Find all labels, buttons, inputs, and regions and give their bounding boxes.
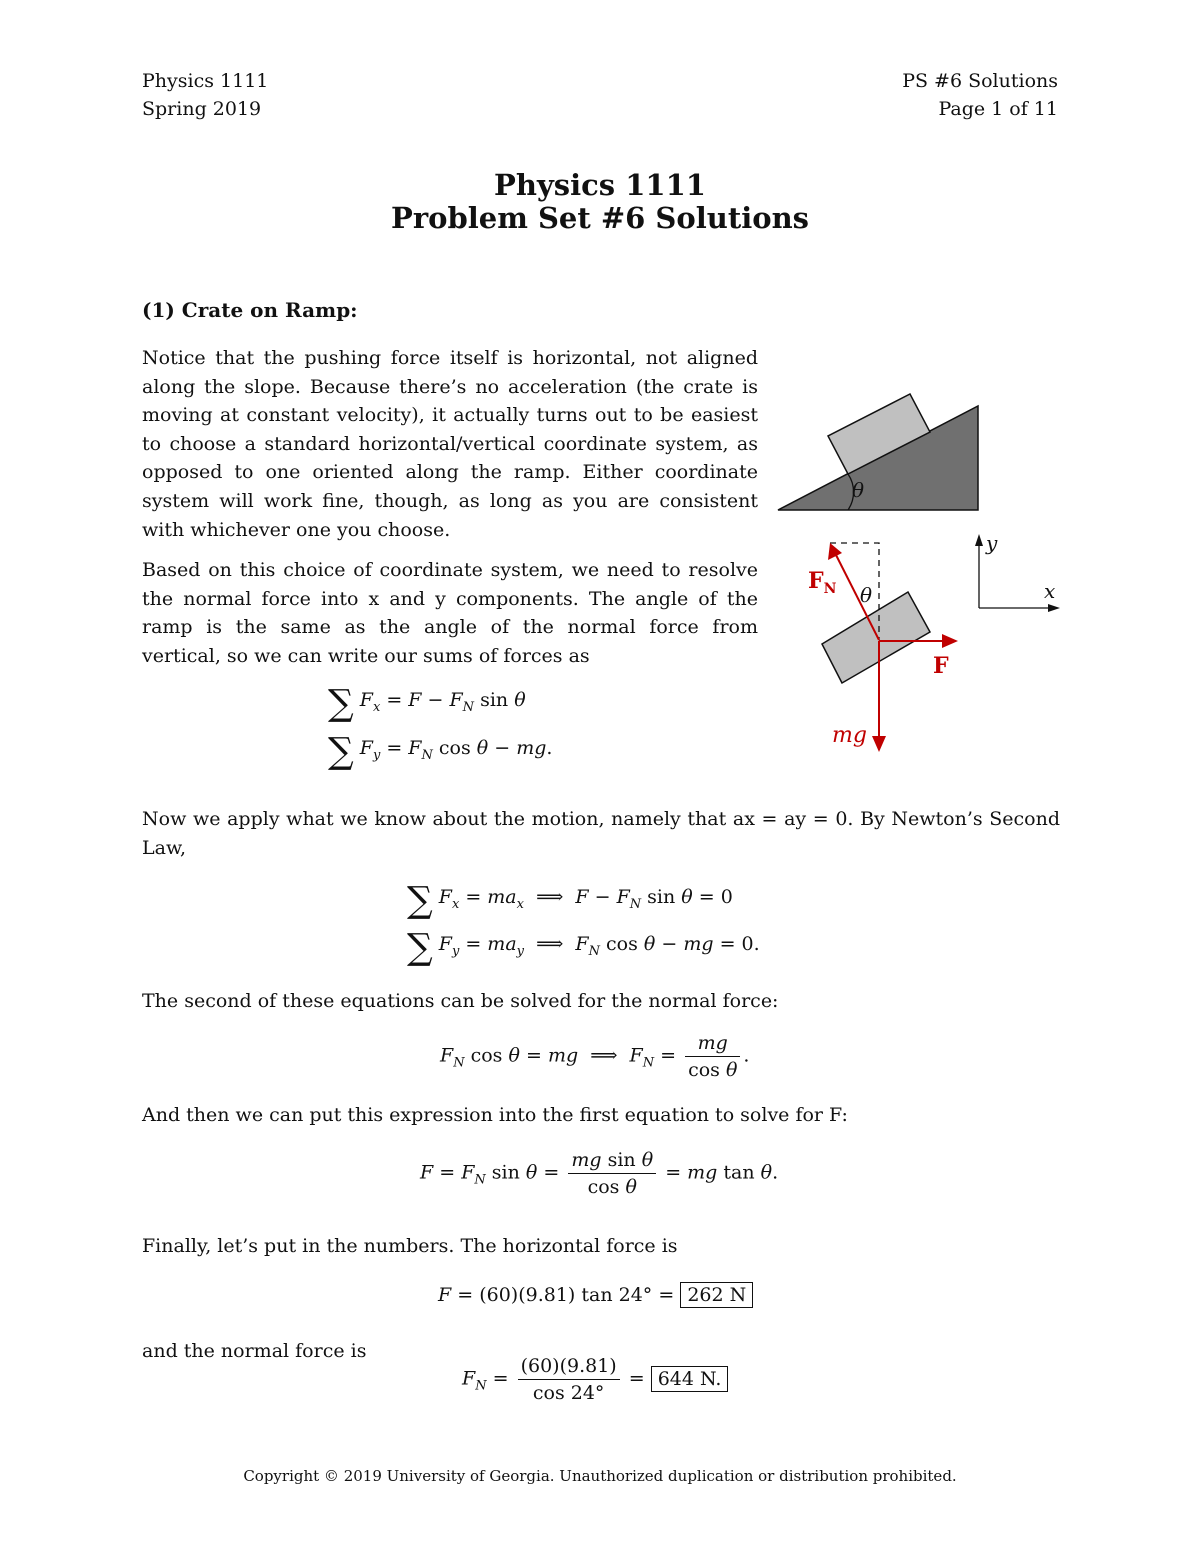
x-axis-label: x <box>1044 579 1056 603</box>
equation-sum-fy: ∑ $F_y = F_N$ cos θ − mg. <box>328 731 553 772</box>
normal-angle-label: θ <box>860 583 873 607</box>
header-ps-label: PS #6 Solutions <box>902 70 1058 92</box>
equation-normal-numeric: $F_N$ = $\frac{(60)(9.81)}{\cos 24^\circ}$ = 644 N. <box>462 1353 728 1406</box>
paragraph-solve-force: And then we can put this expression into the first equation to solve for F: <box>142 1104 848 1126</box>
paragraph-normal-numbers: and the normal force is <box>142 1340 367 1362</box>
weight-label: mg <box>832 723 867 748</box>
document-title: Physics 1111 <box>494 168 706 202</box>
section-heading: (1) Crate on Ramp: <box>142 298 358 322</box>
equation-sum-fx: ∑ $F_x = F - F_N$ sin θ <box>328 683 526 724</box>
ramp-angle-label: θ <box>852 478 865 502</box>
equation-force-numeric: F = (60)(9.81) tan 24° = 262 N <box>438 1284 753 1306</box>
normal-force-label: $F_N$ <box>808 568 837 597</box>
header-page-number: Page 1 of 11 <box>938 98 1058 120</box>
weight-arrowhead <box>872 736 886 752</box>
copyright-footer: Copyright © 2019 University of Georgia. Unauthorized duplication or distribution prohibited. <box>243 1467 957 1485</box>
crate-free-body <box>822 592 930 683</box>
equation-newton-x: ∑ $F_x = ma_x$ ⟹ $F - F_N$ sin θ = 0 <box>407 880 733 921</box>
header-term: Spring 2019 <box>142 98 262 120</box>
document-subtitle: Problem Set #6 Solutions <box>391 201 809 235</box>
paragraph-coordinate-choice: Notice that the pushing force itself is horizontal, not aligned along the slope. Because there’s no acceleration (the crate is moving at constant velocity), it actually turns out to be easiest to choose a standard horizontal/vertical coordinate system, as opposed to one oriented along the ramp. Either coordinate system will work fine, though, as long as you are consistent with whichever one you choose. <box>142 347 758 541</box>
equation-force-result: $F = F_N$ sin θ = $\frac{\text{mg sin θ}}{\text{cos θ}}$ = mg tan θ. <box>420 1149 779 1198</box>
normal-answer-box: 644 N. <box>651 1366 729 1392</box>
crate-ramp-diagram <box>770 370 1070 780</box>
x-axis-arrowhead <box>1048 604 1060 612</box>
paragraph-resolve-forces: Based on this choice of coordinate system, we need to resolve the normal force into x and y components. The angle of the ramp is the same as the angle of the normal force from vertical, so we can write our sums of forces as <box>142 559 758 667</box>
push-force-label: F <box>933 653 949 679</box>
paragraph-newton-second-law: Now we apply what we know about the motion, namely that ax = ay = 0. By Newton’s Second Law, <box>142 808 1060 859</box>
y-axis-arrowhead <box>975 534 983 546</box>
equation-newton-y: ∑ $F_y = ma_y$ ⟹ $F_N$ cos θ − mg = 0. <box>407 927 760 968</box>
y-axis-label: y <box>986 531 998 555</box>
paragraph-numbers: Finally, let’s put in the numbers. The horizontal force is <box>142 1235 678 1257</box>
equation-normal-force: $F_N$ cos θ = mg ⟹ $F_N$ = $\frac{mg}{\text{cos θ}}$ . <box>440 1032 750 1081</box>
header-course: Physics 1111 <box>142 70 269 92</box>
force-answer-box: 262 N <box>680 1282 753 1308</box>
push-force-arrowhead <box>942 634 958 648</box>
normal-force-arrowhead <box>828 543 842 560</box>
paragraph-solve-normal: The second of these equations can be solved for the normal force: <box>142 990 779 1012</box>
